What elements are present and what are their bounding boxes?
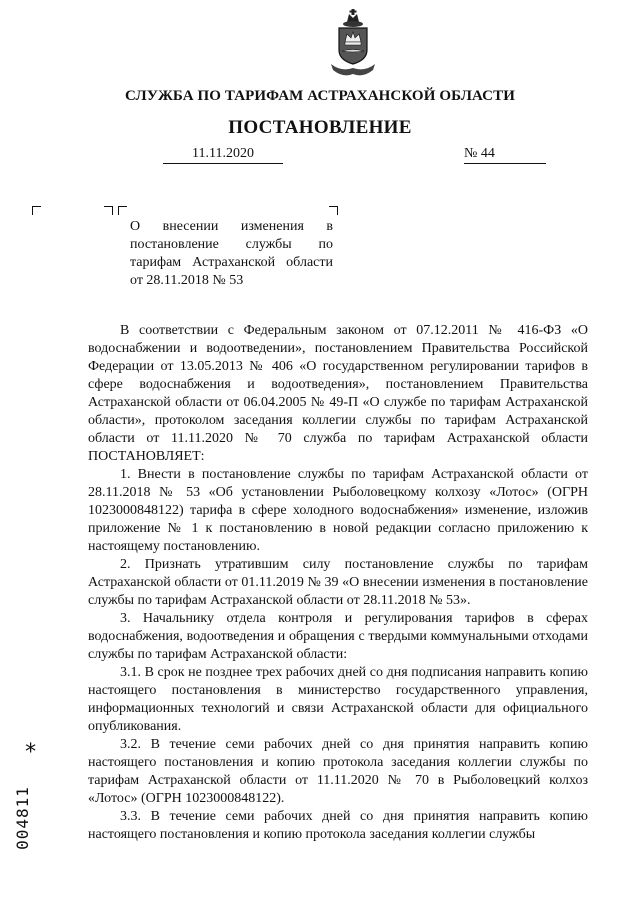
paragraph-item-1: 1. Внести в постановление службы по тарифам Астраханской области от 28.11.2018 № 53 «Об установлении Рыболовецкому колхозу «Лотос» (ОГРН 1023000848122) тарифа в сфере холодного водоснабжения» изменение, изложив приложение № 1 к постановлению в новой редакции согласно приложению к настоящему постановлению. — [88, 467, 588, 554]
serial-number: 004811 — [13, 786, 32, 850]
side-serial-stamp — [14, 742, 58, 852]
document-subject: О внесении изменения в постановление службы по тарифам Астраханской области от 28.11.2018 № 53 — [130, 219, 333, 288]
paragraph-preamble: В соответствии с Федеральным законом от 07.12.2011 № 416-ФЗ «О водоснабжении и водоотведении», постановлением Правительства Российской Федерации от 13.05.2013 № 406 «О государственном регулировании тарифов в сфере водоснабжения и водоотведения», постановлением Правительства Астраханской области от 06.04.2005 № 49-П «О службе по тарифам Астраханской области», протоколом заседания коллегии службы по тарифам Астраханской области от 11.11.2020 № 70 служба по тарифам Астраханской области ПОСТАНОВЛЯЕТ: — [88, 323, 588, 464]
corner-mark-mid-right — [104, 206, 113, 215]
asterisk-mark: * — [24, 740, 38, 765]
corner-mark-mid-left — [118, 206, 127, 215]
paragraph-item-3-2: 3.2. В течение семи рабочих дней со дня принятия направить копию настоящего постановления и копию протокола заседания коллегии службы по тарифам Астраханской области от 11.11.2020 № 70 в Рыболовецкий колхоз «Лотос» (ОГРН 1023000848122). — [88, 737, 588, 806]
corner-mark-right — [329, 206, 338, 215]
document-body — [88, 322, 588, 844]
coat-of-arms-icon — [327, 8, 379, 80]
paragraph-item-3: 3. Начальнику отдела контроля и регулирования тарифов в сферах водоснабжения, водоотведения и обращения с твердыми коммунальными отходами службы по тарифам Астраханской области: — [88, 611, 588, 662]
organization-title: СЛУЖБА ПО ТАРИФАМ АСТРАХАНСКОЙ ОБЛАСТИ — [125, 88, 515, 104]
paragraph-item-3-1: 3.1. В срок не позднее трех рабочих дней со дня подписания направить копию настоящего постановления в министерство государственного управления, информационных технологий и связи Астраханской области для официального опубликования. — [88, 665, 588, 734]
paragraph-item-3-3: 3.3. В течение семи рабочих дней со дня принятия направить копию настоящего постановления и копию протокола заседания коллегии службы — [88, 809, 588, 842]
document-type-title: ПОСТАНОВЛЕНИЕ — [228, 117, 412, 138]
document-date: 11.11.2020 — [163, 145, 283, 164]
corner-mark-left — [32, 206, 41, 215]
document-number: № 44 — [464, 145, 546, 164]
paragraph-item-2: 2. Признать утратившим силу постановление службы по тарифам Астраханской области от 01.11.2019 № 39 «О внесении изменения в постановление службы по тарифам Астраханской области от 28.11.2018 № 53». — [88, 557, 588, 608]
